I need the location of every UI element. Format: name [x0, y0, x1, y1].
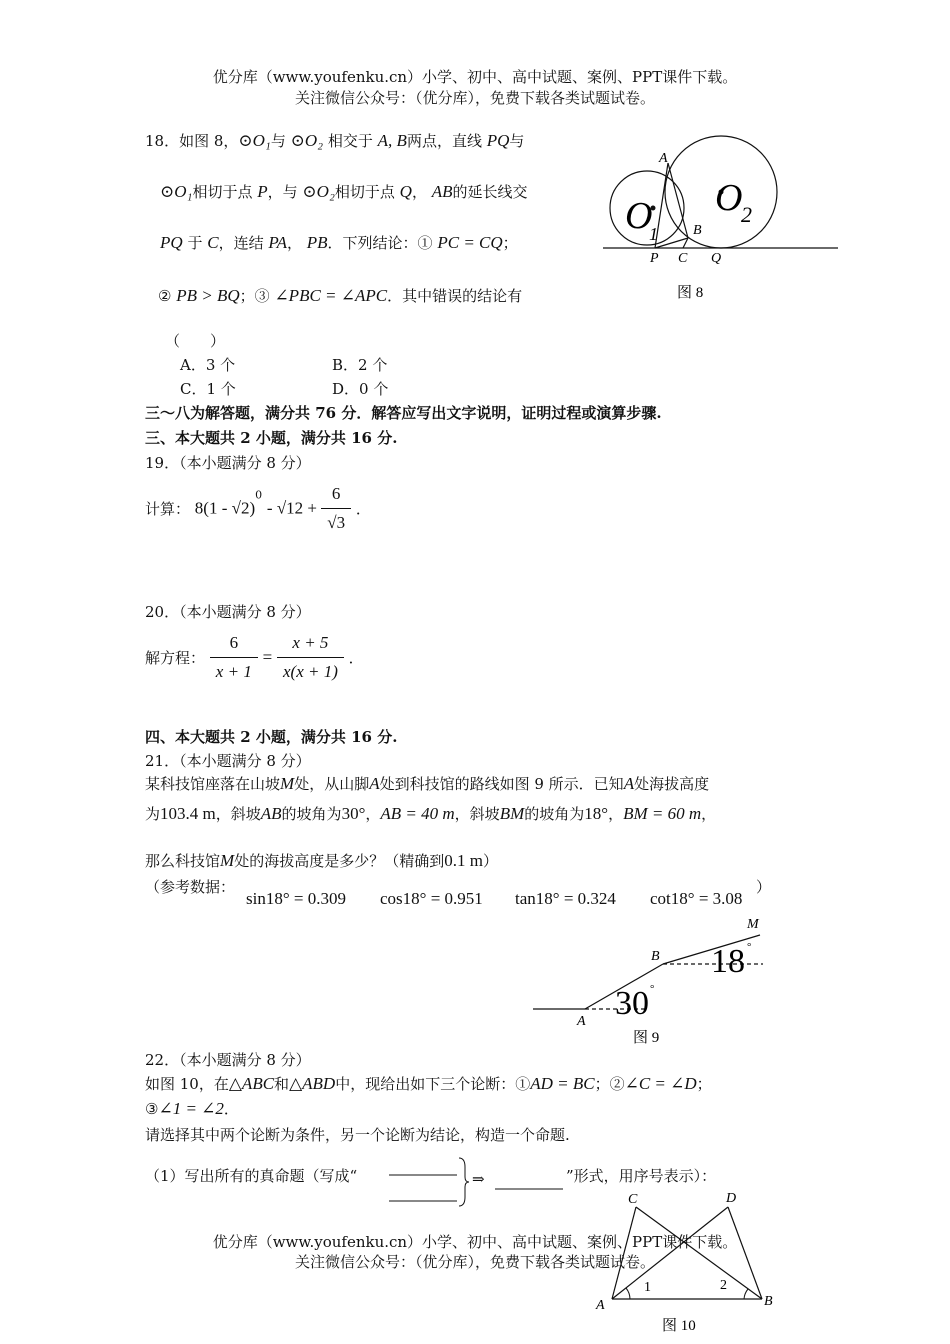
q18-option-c: C．1 个 [180, 380, 236, 398]
q21-text: 某科技馆座落在山坡 [145, 775, 281, 793]
q21-length-ab: AB = 40 m [380, 804, 455, 823]
q22-text: ③ [145, 1100, 159, 1118]
label-p: P [650, 251, 659, 266]
q18-text: ，连结 [218, 234, 264, 252]
label-d: D [726, 1191, 737, 1206]
q21-precision: 0.1 m [444, 851, 483, 870]
q19-frac-den: √3 [327, 513, 346, 532]
q20-header: 20．（本小题满分 8 分） [145, 603, 311, 621]
q18-conclusion-3: ∠PBC = ∠APC [274, 286, 388, 305]
q18-segment-pb: PB [306, 233, 328, 252]
label-angle-2: 2 [720, 1278, 727, 1293]
q22-line-3: 请选择其中两个论断为条件，另一个论断为结论，构造一个命题. [145, 1126, 570, 1144]
q19-label: 计算： [145, 500, 191, 518]
q22-line-4-end: ”形式，用序号表示）： [566, 1167, 717, 1185]
footer-line-2: 关注微信公众号：（优分库），免费下载各类试题试卷。 [294, 1253, 655, 1271]
q21-point-a: A [623, 774, 635, 793]
figure-8 [595, 130, 845, 305]
q18-text: 于 [187, 234, 203, 252]
q18-text: 与 [270, 132, 286, 150]
implies-arrow: ⇒ [472, 1170, 485, 1188]
q22-triangle-abd: △ABD [289, 1074, 336, 1093]
q21-ref-sin: sin18° = 0.309 [246, 889, 346, 908]
angle-18-label: 18 [711, 943, 745, 980]
angle-2-arc [744, 1289, 748, 1299]
label-m: M [747, 917, 759, 932]
q21-line-3 [145, 850, 498, 871]
q18-text: 相切于点 [334, 183, 395, 201]
q22-text: 中，现给出如下三个论断：① [335, 1075, 531, 1093]
q19-header: 19．（本小题满分 8 分） [145, 454, 311, 472]
q18-conclusion-1: PC = CQ [437, 233, 503, 252]
q20-rhs-num: x + 5 [277, 633, 344, 658]
q22-line-2 [145, 1098, 239, 1119]
section-4-title: 四、本大题共 2 小题，满分共 16 分. [145, 728, 398, 746]
q18-text: ．下列结论：① [327, 234, 433, 252]
angle-18-degree: ° [747, 941, 752, 953]
q18-circle-o2: ⊙O₂ [302, 182, 335, 201]
q18-text: ．其中错误的结论有 [387, 287, 523, 305]
q19-term-b: - √12 + [266, 498, 322, 518]
q20-lhs-den: x + 1 [215, 662, 252, 681]
q21-text: ， [365, 805, 381, 823]
q22-line-1 [145, 1073, 712, 1094]
brace [459, 1158, 469, 1206]
q18-segment-ab: AB [431, 182, 453, 201]
q18-point-p: P [257, 182, 268, 201]
q20-equation [145, 633, 364, 682]
q20-end: ． [348, 649, 364, 667]
label-q: Q [711, 251, 722, 266]
q21-height: 103.4 m [160, 804, 216, 823]
q20-equals: = [262, 647, 273, 667]
q21-text: 处海拔高度 [634, 775, 710, 793]
q20-lhs-fraction [210, 633, 258, 682]
label-o2: O [715, 177, 743, 219]
q18-text: 两点，直线 [406, 132, 482, 150]
q21-line-2 [145, 803, 716, 824]
q21-text: ） [482, 852, 498, 870]
label-o1: O [625, 195, 653, 237]
figure-8-caption: 图 8 [677, 285, 704, 301]
q18-line-pq: PQ [486, 131, 510, 150]
q20-lhs-num: 6 [210, 633, 258, 658]
q21-point-m: M [280, 774, 295, 793]
q18-text: ② [158, 287, 172, 305]
q18-text: 相切于点 [192, 183, 253, 201]
q21-text: 那么科技馆 [145, 852, 221, 870]
q18-line-pq: PQ [160, 233, 183, 252]
q21-ref-cos: cos18° = 0.951 [380, 889, 483, 908]
q21-text: ，斜坡 [215, 805, 261, 823]
q19-term-a: 8(1 - √2) [194, 498, 256, 518]
q20-label: 解方程： [145, 649, 206, 667]
q22-text: 和 [274, 1075, 290, 1093]
q21-text: 处到科技馆的路线如图 9 所示．已知 [379, 775, 624, 793]
q22-line-4-start: （1）写出所有的真命题（写成“ [145, 1167, 358, 1185]
q22-text: 如图 10，在 [145, 1075, 229, 1093]
angle-30-label: 30 [615, 985, 649, 1022]
q22-text: ；② [594, 1075, 625, 1093]
q18-circle-o1: ⊙O₁ [160, 182, 193, 201]
q21-text: 的坡角为 [281, 805, 342, 823]
q19-fraction [321, 484, 351, 533]
q21-text: 为 [145, 805, 161, 823]
label-c: C [628, 1192, 638, 1207]
label-c: C [678, 251, 688, 266]
q21-text: 处，从山脚 [294, 775, 370, 793]
segment-ab [668, 163, 688, 238]
section-3-intro: 三～八为解答题，满分共 76 分．解答应写出文字说明，证明过程或演算步骤. [145, 404, 662, 422]
q18-segment-pa: PA [268, 233, 287, 252]
q22-statement-1: AD = BC [530, 1074, 595, 1093]
q18-option-d: D．0 个 [332, 380, 389, 398]
q21-text: ， [701, 805, 717, 823]
header-line-1: 优分库（www.youfenku.cn）小学、初中、高中试题、案例、PPT课件下载。 [212, 68, 738, 86]
q18-text: ， [286, 234, 302, 252]
q21-point-a: A [369, 774, 380, 793]
label-o2-sub: 2 [741, 202, 752, 227]
q21-length-bm: BM = 60 m [623, 804, 702, 823]
q21-reference-label: （参考数据： [145, 878, 236, 896]
q18-text: 的延长线交 [452, 183, 528, 201]
q18-conclusion-2: PB > BQ [176, 286, 240, 305]
q21-reference-end: ） [756, 878, 772, 896]
q18-text: ； [502, 234, 518, 252]
q22-triangle-abc: △ABC [228, 1074, 275, 1093]
label-b: B [651, 949, 660, 964]
label-a: A [659, 151, 668, 166]
q19-end: ． [355, 500, 371, 518]
label-o1-sub: 1 [649, 224, 658, 244]
q18-text: 相交于 [327, 132, 373, 150]
footer-line-1: 优分库（www.youfenku.cn）小学、初中、高中试题、案例、PPT课件下载。 [212, 1233, 738, 1251]
q18-points-ab: A, B [377, 131, 407, 150]
figure-9-caption: 图 9 [633, 1030, 660, 1046]
q19-expression [145, 484, 371, 533]
q21-header: 21．（本小题满分 8 分） [145, 752, 311, 770]
label-a: A [577, 1014, 586, 1029]
q21-angle-18: 18° [584, 804, 609, 823]
q21-slope-ab: AB [260, 804, 282, 823]
q18-text: ，与 [267, 183, 298, 201]
label-angle-1: 1 [644, 1280, 651, 1295]
q22-statement-3: ∠1 = ∠2 [158, 1099, 224, 1118]
q19-frac-num: 6 [321, 484, 351, 509]
q21-line-1 [145, 773, 709, 794]
q20-rhs-fraction [277, 633, 344, 682]
figure-10-caption: 图 10 [662, 1318, 696, 1334]
q18-text: 与 [509, 132, 525, 150]
q18-text: ；③ [239, 287, 270, 305]
label-b: B [764, 1294, 773, 1309]
q21-angle-30: 30° [341, 804, 366, 823]
q20-rhs-den: x(x + 1) [282, 662, 338, 681]
q18-point-q: Q [399, 182, 412, 201]
q21-text: ， [608, 805, 624, 823]
label-a: A [596, 1298, 605, 1313]
q18-circle-o2: ⊙O₂ [290, 131, 324, 150]
q22-text: ； [696, 1075, 712, 1093]
q18-text: ， [411, 183, 427, 201]
q21-text: ，斜坡 [454, 805, 500, 823]
figure-9 [525, 910, 775, 1050]
q22-statement-2: ∠C = ∠D [624, 1074, 697, 1093]
q19-exponent: 0 [255, 488, 263, 502]
header-line-2: 关注微信公众号：（优分库），免费下载各类试题试卷。 [294, 89, 655, 107]
q21-text: 的坡角为 [524, 805, 585, 823]
q18-point-c: C [207, 233, 219, 252]
q21-slope-bm: BM [499, 804, 525, 823]
angle-1-arc [626, 1288, 630, 1299]
q21-point-m: M [220, 851, 235, 870]
q18-circle-o1: ⊙O₁ [238, 131, 271, 150]
angle-30-degree: ° [650, 983, 655, 995]
q21-text: 处的海拔高度是多少？（精确到 [234, 852, 445, 870]
q18-option-b: B．2 个 [332, 356, 388, 374]
q22-header: 22．（本小题满分 8 分） [145, 1051, 311, 1069]
q18-option-a: A．3 个 [180, 356, 236, 374]
q21-ref-tan: tan18° = 0.324 [515, 889, 616, 908]
q18-intro: 18．如图 8， [145, 132, 239, 150]
label-b: B [693, 223, 702, 238]
q18-answer-paren: （ ） [165, 332, 226, 350]
q22-text: ． [223, 1100, 239, 1118]
q21-ref-cot: cot18° = 3.08 [650, 889, 743, 908]
section-3-title: 三、本大题共 2 小题，满分共 16 分. [145, 429, 398, 447]
